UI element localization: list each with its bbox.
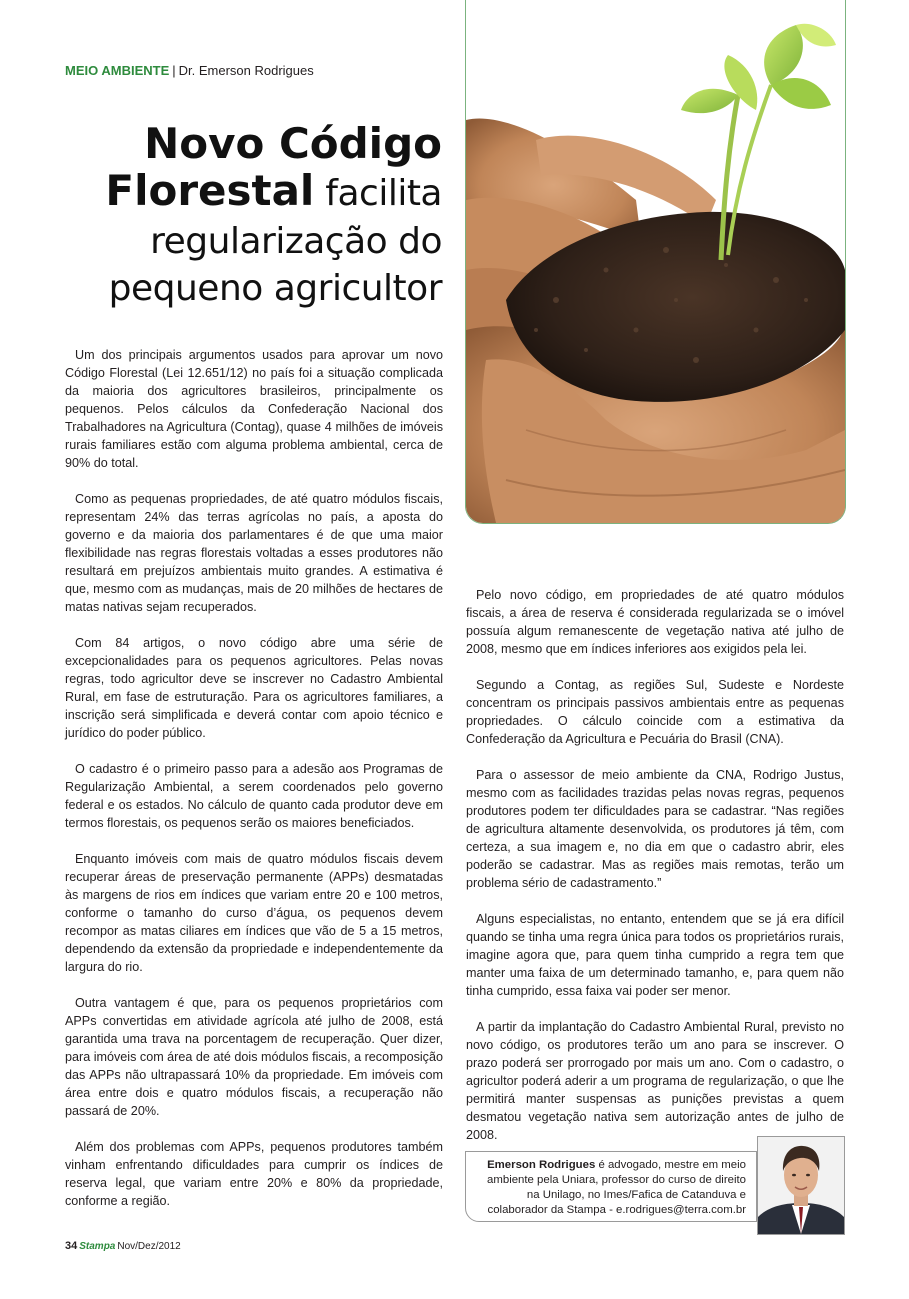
headline-line-1: Novo Código bbox=[144, 119, 442, 168]
page-footer bbox=[65, 1240, 181, 1252]
author-bio-text bbox=[476, 1158, 746, 1218]
article-column-left bbox=[65, 346, 443, 1228]
headline-line-2-bold: Florestal bbox=[105, 166, 315, 215]
paragraph: O cadastro é o primeiro passo para a adesão aos Programas de Regularização Ambiental, a serem coordenados pelo governo federal e os estados. No cálculo de quanto cada produtor deve em termos florestais, os pequenos serão os maiores beneficiados. bbox=[65, 762, 443, 830]
article-headline bbox=[42, 120, 442, 312]
author-photo bbox=[757, 1136, 845, 1235]
paragraph: Para o assessor de meio ambiente da CNA, Rodrigo Justus, mesmo com as facilidades trazidas pelas novas regras, pequenos produtores podem ter dificuldades para se cadastrar. “Nas regiões de agricultura altamente desenvolvida, os produtores já têm, com certeza, a sua imagem e, no dia em que o cadastro abrir, eles poderão se cadastrar. Mas as regiões mais remotas, terão um problema sério de cadastramento.” bbox=[466, 768, 844, 890]
paragraph: Além dos problemas com APPs, pequenos produtores também vinham enfrentando dificuldades para cumprir os índices de reserva legal, que variam entre 20% e 80% da propriedade, conforme a região. bbox=[65, 1140, 443, 1208]
author-bio-name: Emerson Rodrigues bbox=[487, 1159, 596, 1171]
paragraph: Outra vantagem é que, para os pequenos proprietários com APPs convertidas em atividade agrícola até julho de 2008, está garantida uma trava na porcentagem de recuperação. Quer dizer, para imóveis com área de até dois módulos fiscais, a recomposição das APPs não ultrapassará 10% da propriedade. Em imóveis com área entre dois e quatro módulos fiscais, a recuperação não passará de 20%. bbox=[65, 996, 443, 1118]
hand-seedling-illustration bbox=[466, 0, 845, 523]
section-separator: | bbox=[172, 63, 176, 78]
headline-line-2-rest: facilita bbox=[314, 173, 442, 214]
page-number: 34 bbox=[65, 1240, 78, 1252]
paragraph: Alguns especialistas, no entanto, entendem que se já era difícil quando se tinha uma regra única para todos os proprietários rurais, imagine agora que, para quem tinha cumprido a regra tem que manter uma faixa de um determinado tamanho, e, para quem não tinha cumprido, essa faixa vai poder ser menor. bbox=[466, 912, 844, 998]
magazine-brand: Stampa bbox=[79, 1241, 116, 1252]
section-tag bbox=[65, 63, 314, 78]
paragraph: Como as pequenas propriedades, de até quatro módulos fiscais, representam 24% das terras agrícolas no país, a aposta do governo e da maioria dos parlamentares é de que uma maior flexibilidade nas regras florestais voltadas a esses produtores não resultará em prejuízos ambientais muito grandes. A estimativa é que, mesmo com as mudanças, mais de 20 milhões de hectares de matas nativas sejam recuperados. bbox=[65, 492, 443, 614]
section-name: MEIO AMBIENTE bbox=[65, 63, 170, 78]
byline-author: Dr. Emerson Rodrigues bbox=[178, 63, 314, 78]
author-bio-box bbox=[465, 1151, 757, 1222]
paragraph: Enquanto imóveis com mais de quatro módulos fiscais devem recuperar áreas de preservação permanente (APPs) desmatadas às margens de rios em índices que variam entre 20 e 100 metros, conforme o tamanho do curso d’água, os pequenos devem recompor as matas ciliares em índices que vão de 5 a 15 metros, dependendo da extensão da propriedade e independentemente da largura do rio. bbox=[65, 852, 443, 974]
headline-line-4: pequeno agricultor bbox=[108, 268, 442, 309]
author-bio-description: é advogado, mestre em meio ambiente pela Uniara, professor do curso de direito na Unilago, no Imes/Fafica de Catanduva e colaborador da Stampa - e.rodrigues@terra.com.br bbox=[487, 1159, 746, 1216]
article-column-right bbox=[466, 586, 844, 1162]
paragraph: Pelo novo código, em propriedades de até quatro módulos fiscais, a área de reserva é considerada regularizada se o imóvel possuía algum remanescente de vegetação nativa até julho de 2008, mesmo que em índices inferiores aos exigidos pela lei. bbox=[466, 588, 844, 656]
hero-photo bbox=[465, 0, 846, 524]
paragraph: Segundo a Contag, as regiões Sul, Sudeste e Nordeste concentram os principais passivos ambientais entre as pequenas propriedades. O cálculo coincide com a estimativa da Confederação da Agricultura e Pecuária do Brasil (CNA). bbox=[466, 678, 844, 746]
paragraph: Com 84 artigos, o novo código abre uma série de excepcionalidades para os pequenos agricultores. Pelas novas regras, todo agricultor deve se inscrever no Cadastro Ambiental Rural, em fase de estruturação. Para os agricultores familiares, a inscrição será simplificada e deverá contar com apoio técnico e jurídico do poder público. bbox=[65, 636, 443, 740]
paragraph: A partir da implantação do Cadastro Ambiental Rural, previsto no novo código, os produtores terão um ano para se inscrever. O prazo poderá ser prorrogado por mais um ano. Com o cadastro, o agricultor poderá aderir a um programa de regularização, o que lhe permitirá manter suspensas as punições previstas a quem desmatou vegetação nativa sem autorização antes de julho de 2008. bbox=[466, 1020, 844, 1142]
author-portrait-illustration bbox=[758, 1137, 844, 1234]
headline-line-3: regularização do bbox=[150, 221, 442, 262]
paragraph: Um dos principais argumentos usados para aprovar um novo Código Florestal (Lei 12.651/12) no país foi a situação complicada da maioria dos agricultores brasileiros, principalmente os pequenos. Pelos cálculos da Confederação Nacional dos Trabalhadores na Agricultura (Contag), quase 4 milhões de imóveis rurais familiares estão com alguma problema ambiental, cerca de 90% do total. bbox=[65, 348, 443, 470]
issue-date: Nov/Dez/2012 bbox=[117, 1241, 181, 1252]
